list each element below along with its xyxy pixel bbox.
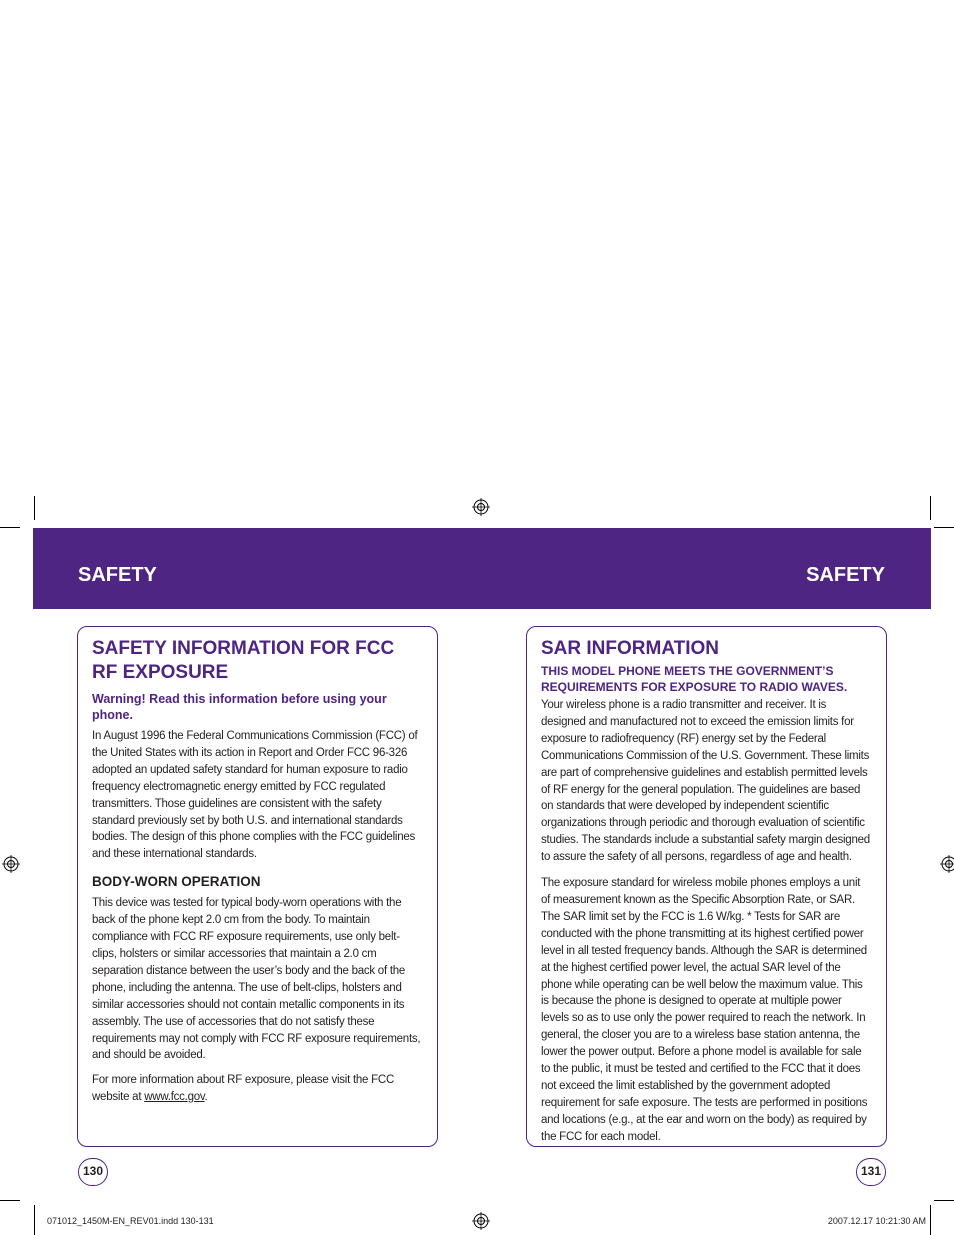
more-info-paragraph — [92, 1072, 421, 1106]
crop-mark — [0, 1200, 20, 1201]
fcc-rf-exposure-panel — [77, 626, 438, 1147]
registration-mark-icon — [472, 1212, 490, 1230]
slug-timestamp: 2007.12.17 10:21:30 AM — [827, 1216, 926, 1226]
crop-mark — [934, 527, 954, 528]
sar-paragraph-1: Your wireless phone is a radio transmitter and receiver. It is designed and manufactured not to exceed the emission limits for exposure to radiofrequency (RF) energy set by the Federal Communications Commission of the U.S. Government. These limits are part of comprehensive guidelines and establish permitted levels of RF energy for the general population. The guidelines are based on standards that were developed by independent scientific organizations through periodic and thorough evaluation of scientific studies. The standards include a substantial safety margin designed to assure the safety of all persons, regardless of age and health. — [541, 699, 870, 864]
crop-mark — [34, 1205, 35, 1235]
page-number-right: 131 — [856, 1158, 886, 1186]
page-number-left: 130 — [78, 1158, 108, 1186]
warning-text: Warning! Read this information before using your phone. — [92, 692, 387, 722]
registration-mark-icon — [940, 855, 954, 873]
registration-mark-icon — [2, 855, 20, 873]
slug-filename: 071012_1450M-EN_REV01.indd 130-131 — [47, 1216, 214, 1226]
sar-subheading: THIS MODEL PHONE MEETS THE GOVERNMENT’S REQUIREMENTS FOR EXPOSURE TO RADIO WAVES. — [541, 664, 848, 694]
crop-mark — [930, 496, 931, 520]
fcc-website-link[interactable]: www.fcc.gov — [144, 1091, 205, 1104]
left-page-title: SAFETY — [78, 564, 157, 586]
more-info-suffix: . — [204, 1091, 208, 1104]
sar-paragraph-2: The exposure standard for wireless mobile phones employs a unit of measurement known as the Specific Absorption Rate, or SAR. The SAR limit set by the FCC is 1.6 W/kg. * Tests for SAR are conducted with the phone transmitting at its highest certified power level in all tested frequency bands. Although the SAR is determined at the highest certified power level, the actual SAR level of the phone while operating can be well below the maximum value. This is because the phone is designed to operate at multiple power levels so as to use only the power required to reach the network. In general, the closer you are to a wireless base station antenna, the lower the power output. Before a phone model is available for sale to the public, it must be tested and certified to the FCC that it does not exceed the limit established by the government adopted requirement for safe exposure. The tests are performed in positions and locations (e.g., at the ear and worn on the body) as required by the FCC for each model. — [541, 877, 868, 1143]
crop-mark — [34, 496, 35, 520]
crop-mark — [0, 527, 20, 528]
crop-mark — [934, 1200, 954, 1201]
body-worn-heading: BODY-WORN OPERATION — [92, 874, 261, 890]
sar-information-panel — [526, 626, 887, 1147]
crop-mark — [930, 1205, 931, 1235]
fcc-rf-heading: SAFETY INFORMATION FOR FCC RF EXPOSURE — [92, 638, 395, 683]
body-worn-paragraph: This device was tested for typical body-worn operations with the back of the phone kept 2.0 cm from the body. To maintain compliance with FCC RF exposure requirements, use only belt-clips, holsters or similar accessories that maintain a 2.0 cm separation distance between the user’s body and the back of the phone, including the antenna. The use of belt-clips, holsters and similar accessories should not contain metallic components in its assembly. The use of accessories that do not satisfy these requirements may not comply with FCC RF exposure requirements, and should be avoided. — [92, 897, 421, 1062]
registration-mark-icon — [472, 498, 490, 516]
fcc-intro-paragraph: In August 1996 the Federal Communications Commission (FCC) of the United States with its action in Report and Order FCC 96-326 adopted an updated safety standard for human exposure to radio frequency electromagnetic energy emitted by FCC regulated transmitters. Those guidelines are consistent with the safety standard previously set by both U.S. and international standards bodies. The design of this phone complies with the FCC guidelines and these international standards. — [92, 730, 418, 861]
header-banner — [33, 528, 931, 609]
right-page-title: SAFETY — [806, 564, 885, 586]
more-info-prefix: For more information about RF exposure, please visit the FCC website at — [92, 1074, 395, 1104]
sar-heading: SAR INFORMATION — [541, 638, 720, 659]
